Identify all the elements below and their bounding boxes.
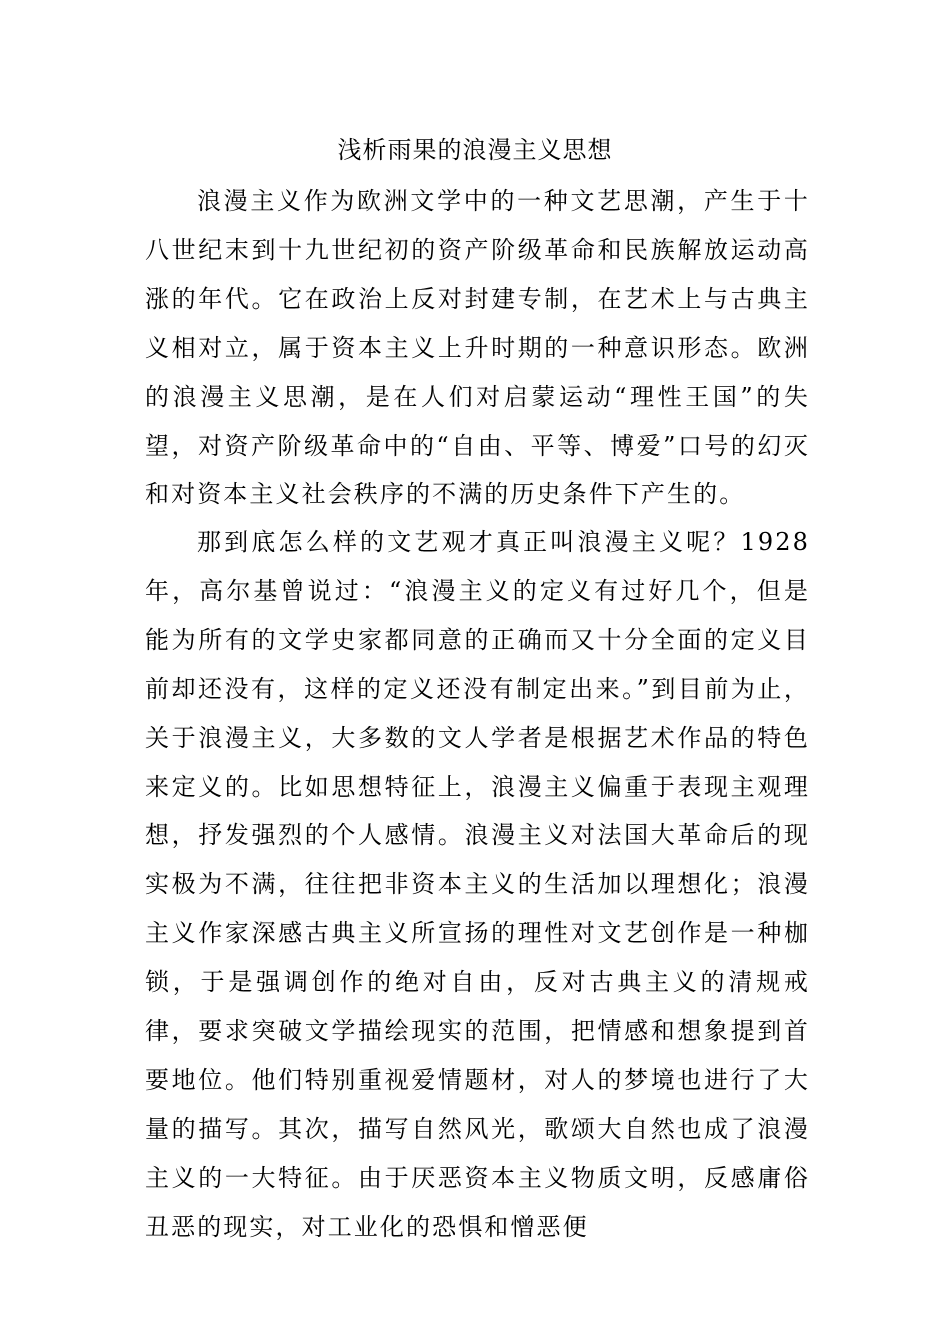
- paragraph-1: 浪漫主义作为欧洲文学中的一种文艺思潮，产生于十八世纪末到十九世纪初的资产阶级革命和民族解放运动高涨的年代。它在政治上反对封建专制，在艺术上与古典主义相对立，属于资本主义上升时期的一种意识形态。欧洲的浪漫主义思潮，是在人们对启蒙运动“理性王国”的失望，对资产阶级革命中的“自由、平等、博爱”口号的幻灭和对资本主义社会秩序的不满的历史条件下产生的。: [145, 187, 810, 509]
- document-title: 浅析雨果的浪漫主义思想: [337, 136, 613, 164]
- paragraph-2: 那到底怎么样的文艺观才真正叫浪漫主义呢？1928年，高尔基曾说过：“浪漫主义的定义有过好几个，但是能为所有的文学史家都同意的正确而又十分全面的定义目前却还没有，这样的定义还没有制定出来。”到目前为止，关于浪漫主义，大多数的文人学者是根据艺术作品的特色来定义的。比如思想特征上，浪漫主义偏重于表现主观理想，抒发强烈的个人感情。浪漫主义对法国大革命后的现实极为不满，往往把非资本主义的生活加以理想化；浪漫主义作家深感古典主义所宣扬的理性对文艺创作是一种枷锁，于是强调创作的绝对自由，反对古典主义的清规戒律，要求突破文学描绘现实的范围，把情感和想象提到首要地位。他们特别重视爱情题材，对人的梦境也进行了大量的描写。其次，描写自然风光，歌颂大自然也成了浪漫主义的一大特征。由于厌恶资本主义物质文明，反感庸俗丑恶的现实，对工业化的恐惧和憎恶便: [145, 528, 810, 1241]
